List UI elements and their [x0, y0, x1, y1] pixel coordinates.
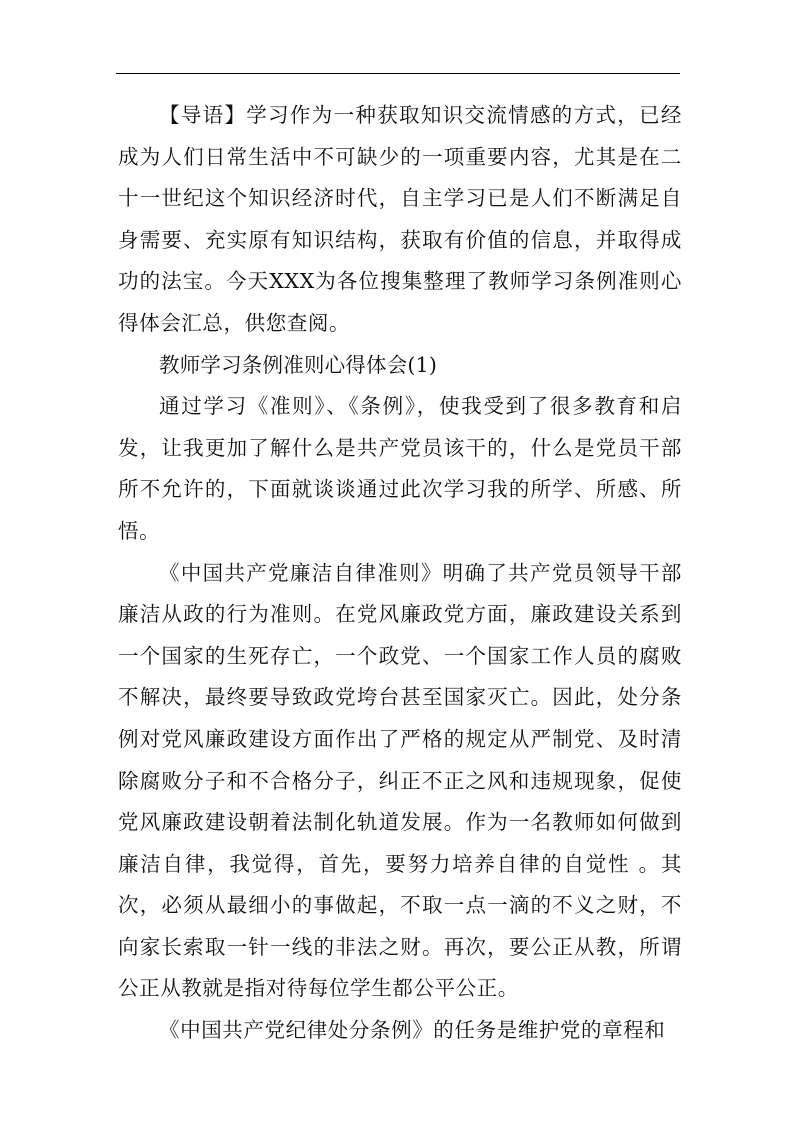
body-paragraph-3: 《中国共产党纪律处分条例》的任务是维护党的章程和 [159, 1018, 666, 1043]
header-rule [116, 73, 680, 74]
body-paragraph-1: 通过学习《准则》、《条例》，使我受到了很多教育和启发，让我更加了解什么是共产党员该干的，什么是党员干部所不允许的，下面就谈谈通过此次学习我的所学、所感、所悟。 [118, 394, 682, 543]
section-heading: 教师学习条例准则心得体会(1) [159, 352, 438, 377]
document-body [118, 95, 682, 1052]
body-paragraph-2: 《中国共产党廉洁自律准则》明确了共产党员领导干部廉洁从政的行为准则。在党风廉政党方面，廉政建设关系到一个国家的生死存亡，一个政党、一个国家工作人员的腐败不解决，最终要导致政党垮台甚至国家灭亡。因此，处分条例对党风廉政建设方面作出了严格的规定从严制党、及时清除腐败分子和不合格分子，纠正不正之风和违规现象，促使党风廉政建设朝着法制化轨道发展。作为一名教师如何做到廉洁自律，我觉得，首先，要努力培养自律的自觉性 。其次，必须从最细小的事做起，不取一点一滴的不义之财，不向家长索取一针一线的非法之财。再次，要公正从教，所谓公正从教就是指对待每位学生都公平公正。 [118, 560, 682, 1001]
intro-paragraph: 【导语】学习作为一种获取知识交流情感的方式，已经成为人们日常生活中不可缺少的一项重要内容，尤其是在二十一世纪这个知识经济时代，自主学习已是人们不断满足自身需要、充实原有知识结构，获取有价值的信息，并取得成功的法宝。今天XXX为各位搜集整理了教师学习条例准则心得体会汇总，供您查阅。 [118, 103, 682, 335]
